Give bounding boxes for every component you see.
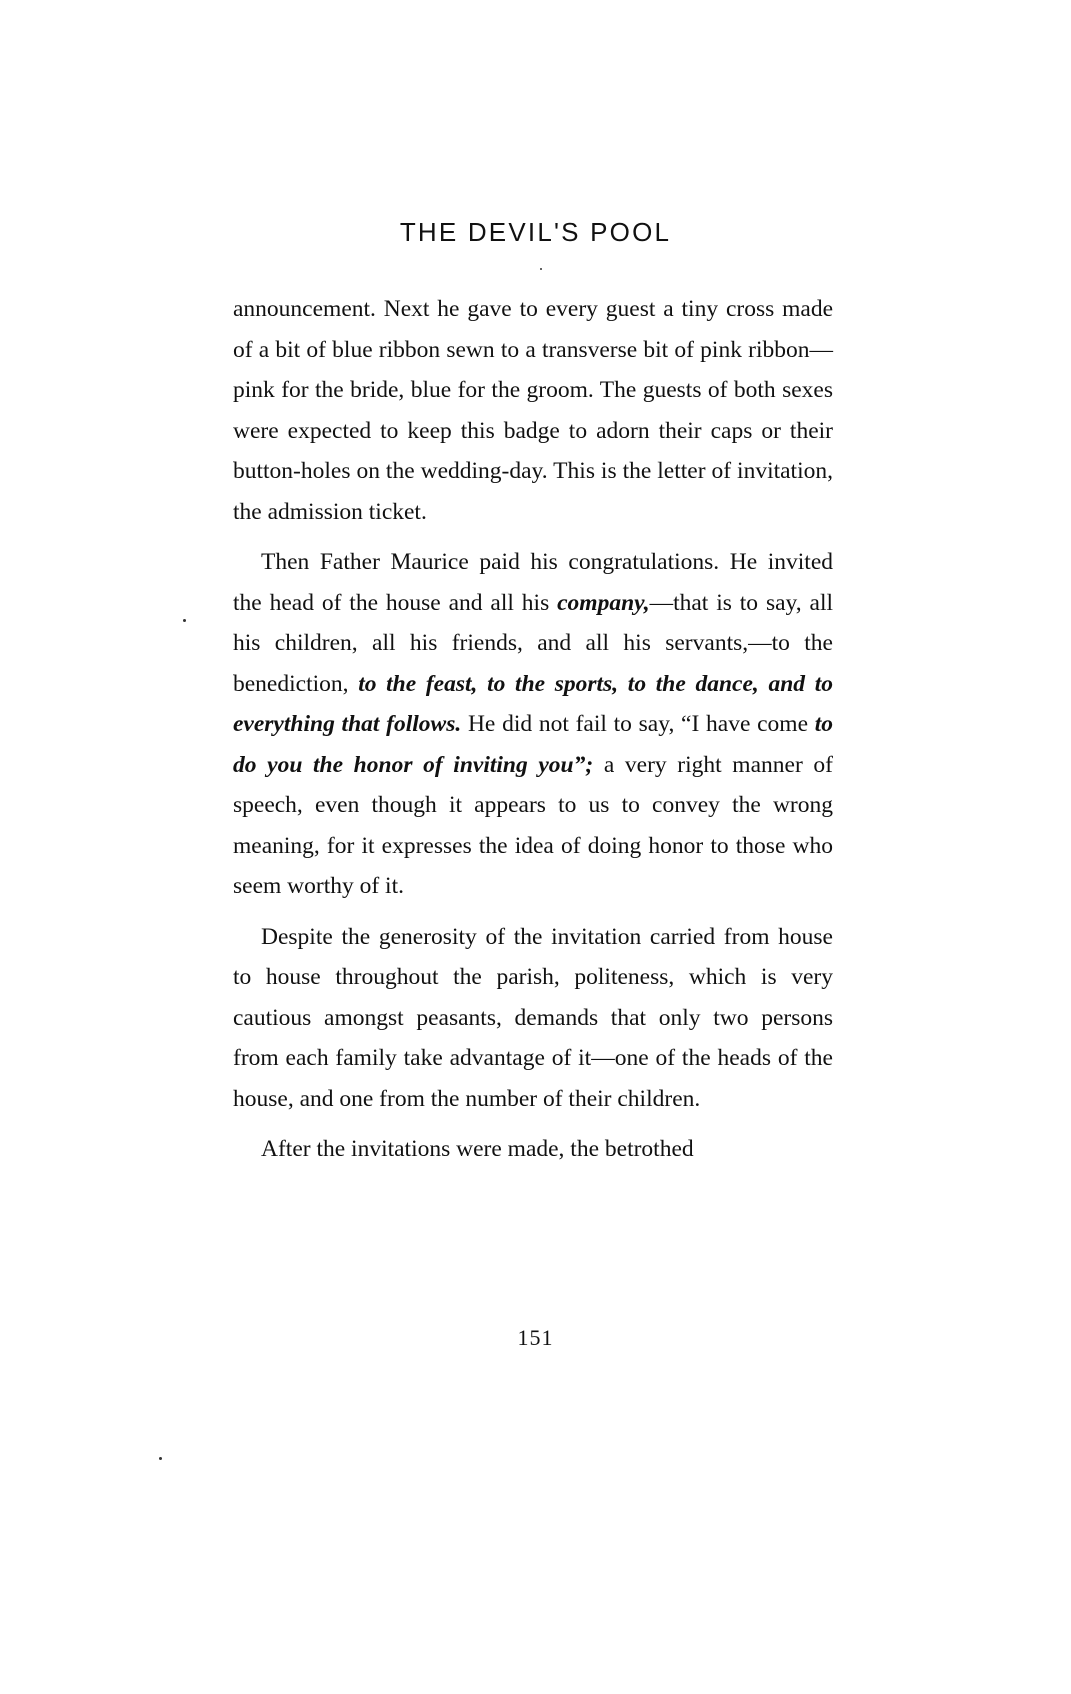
scan-speck: [159, 1457, 162, 1460]
scan-speck: [540, 268, 542, 270]
paragraph-2-text-d: a very right manner of speech, even though it appears to us to convey the wrong meaning, for it expresses the idea of doing honor to those who seem worthy of it.: [233, 751, 833, 899]
paragraph-3: Despite the generosity of the invitation carried from house to house throughout the parish, politeness, which is very cautious amongst peasants, demands that only two persons from each family take advantage of it—one of the heads of the house, and one from the number of their children.: [233, 923, 833, 1112]
paragraph-1: announcement. Next he gave to every guest a tiny cross made of a bit of blue ribbon sewn to a transverse bit of pink ribbon—pink for the bride, blue for the groom. The guests of both sexes were expected to keep this badge to adorn their caps or their button-holes on the wedding-day. This is the letter of invitation, the admission ticket.: [233, 296, 833, 525]
scan-speck: [183, 619, 186, 622]
paragraph-2-text-b: —that is to say, all his children, all his friends, and all his servants,—to the benediction,: [233, 589, 833, 697]
italic-feast: to the feast, to the sports, to the dance, and to everything that follows.: [233, 670, 833, 737]
body-text: [233, 289, 833, 1180]
paragraph-2: [233, 542, 833, 907]
italic-company: company,: [557, 589, 650, 616]
page-number: 151: [517, 1325, 554, 1350]
paragraph-2-text-c: He did not fail to say, “I have come: [461, 711, 815, 737]
running-head: THE DEVIL'S POOL: [399, 217, 672, 247]
italic-inviting: to do you the honor of inviting you”;: [233, 711, 834, 778]
paragraph-2-text-a: Then Father Maurice paid his congratulations. He invited the head of the house and all his: [233, 549, 833, 616]
paragraph-4: After the invitations were made, the betrothed: [261, 1136, 694, 1162]
